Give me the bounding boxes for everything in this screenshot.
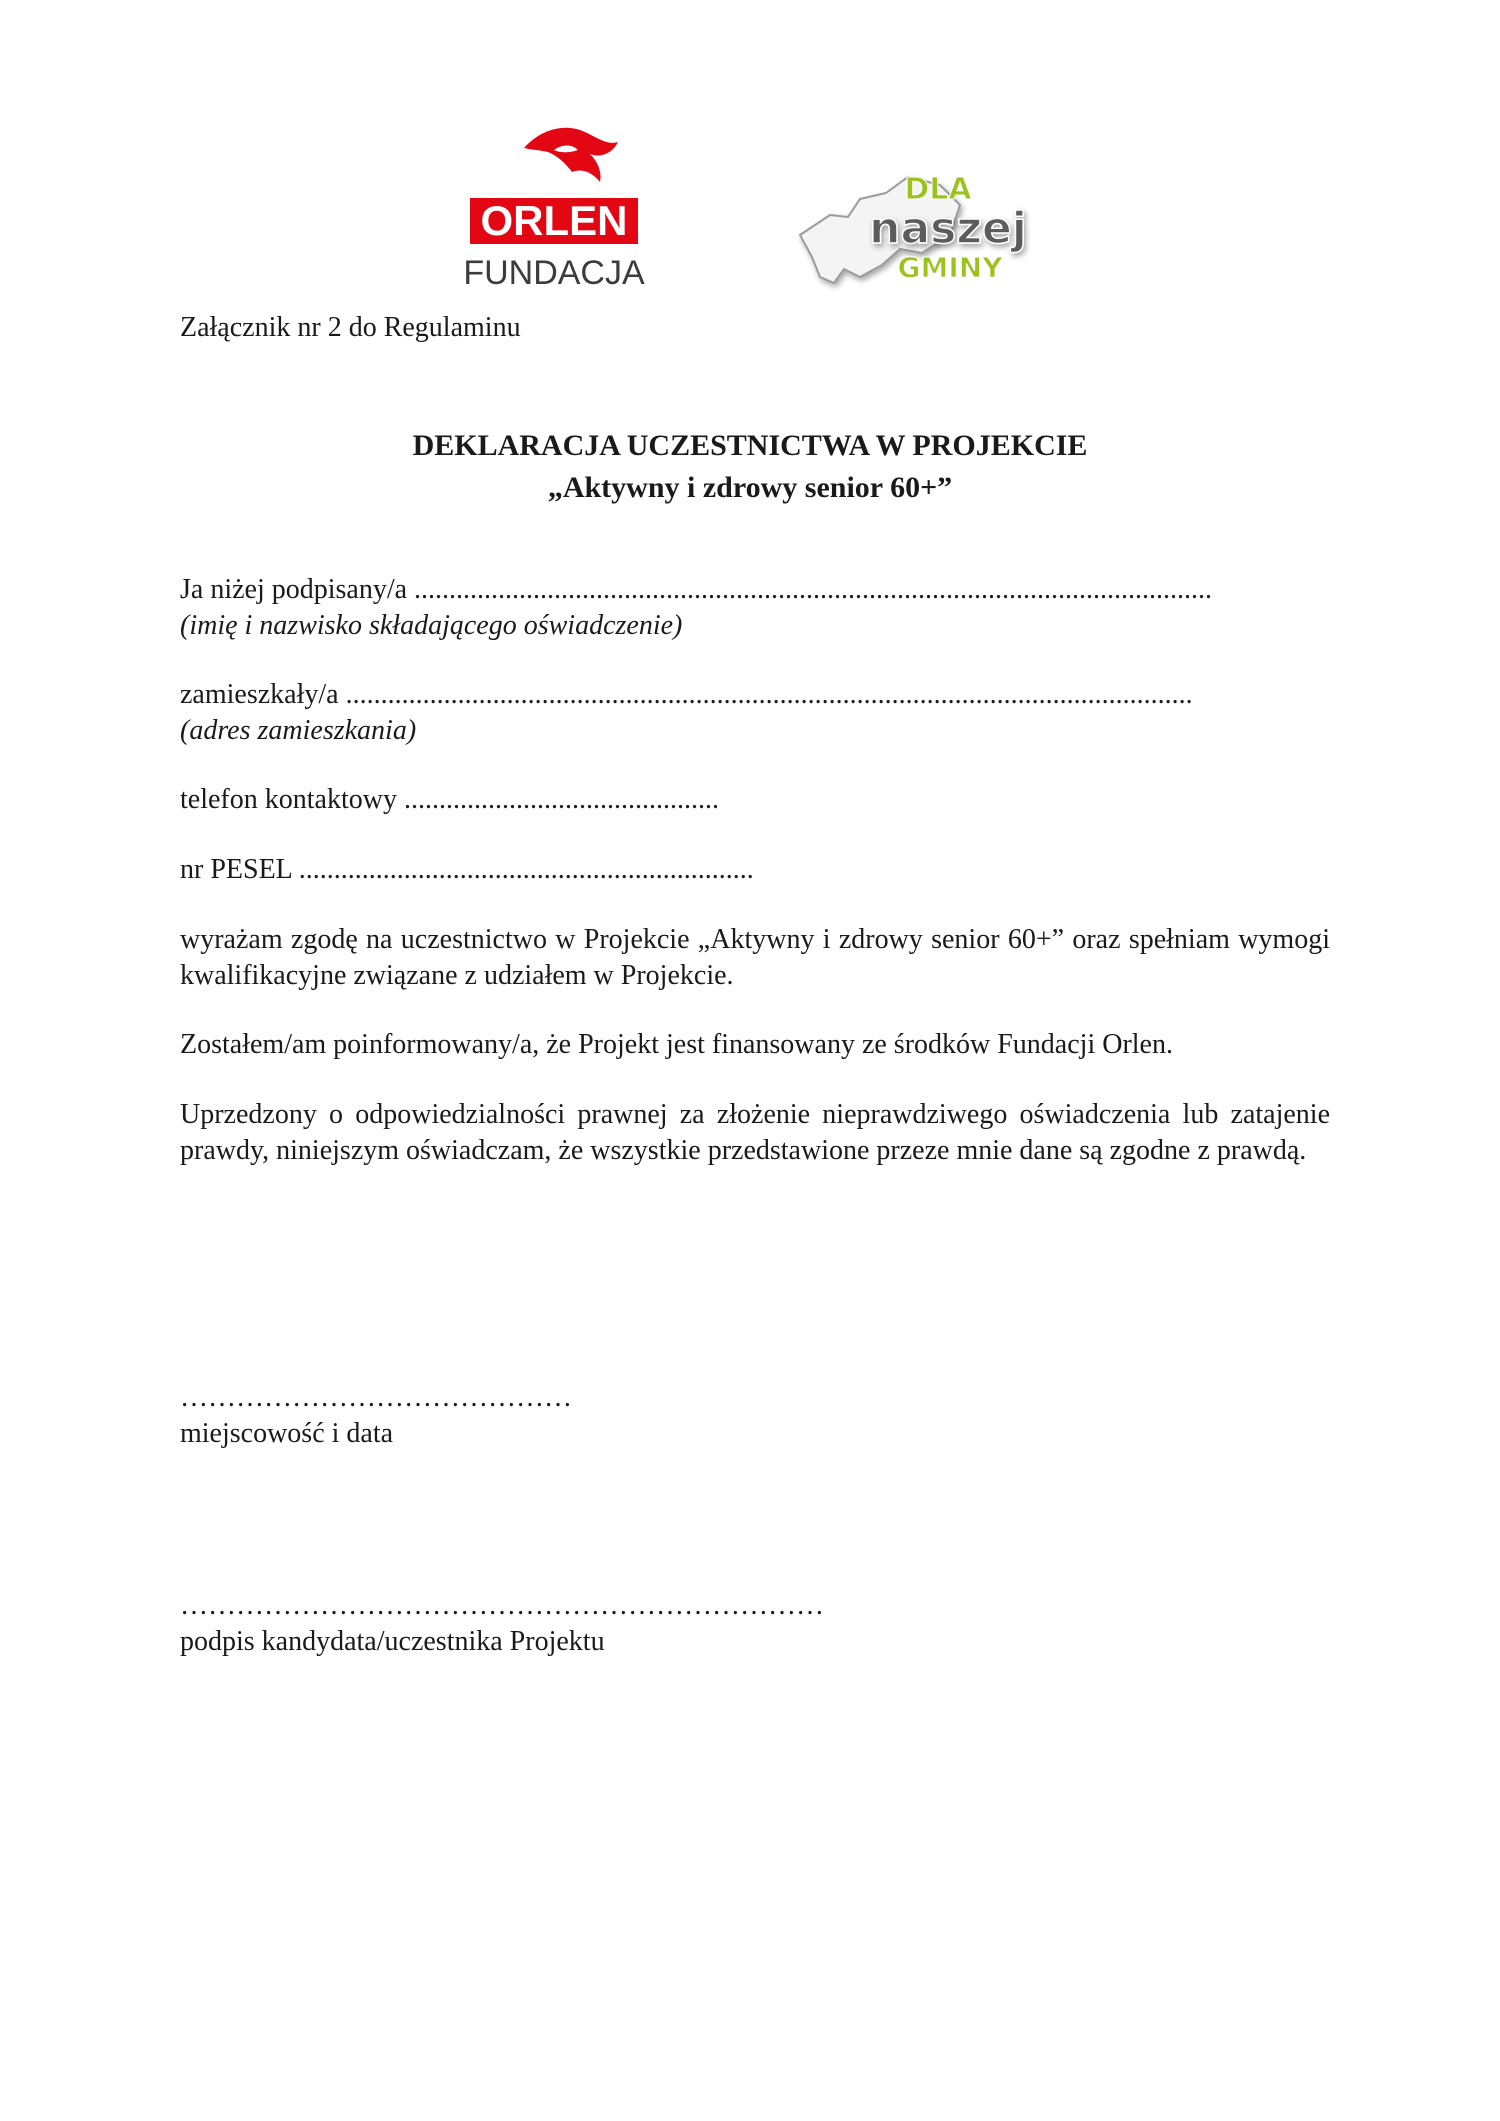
document-title <box>0 425 1500 509</box>
gmina-top-text: DLA <box>904 172 972 207</box>
place-date-label: miejscowość i data <box>180 1418 394 1449</box>
orlen-eagle-mark <box>524 128 618 182</box>
statement-paragraph: Uprzedzony o odpowiedzialności prawnej za złożenie nieprawdziwego oświadczenia lub zatajenie prawdy, niniejszym oświadczam, że wszystkie przedstawione przeze mnie dane są zgodne z prawdą. <box>180 1099 1330 1166</box>
title-line-2: „Aktywny i zdrowy senior 60+” <box>547 471 953 504</box>
name-field[interactable]: Ja niżej podpisany/a .................................................................................................................. <box>180 574 1213 605</box>
place-date-block <box>180 1380 1330 1452</box>
annex-label: Załącznik nr 2 do Regulaminu <box>180 312 521 343</box>
consent-paragraph: wyrażam zgodę na uczestnictwo w Projekcie „Aktywny i zdrowy senior 60+” oraz spełniam wymogi kwalifikacyjne związane z udziałem w Projekcie. <box>180 924 1330 991</box>
info-paragraph: Zostałem/am poinformowany/a, że Projekt jest finansowany ze środków Fundacji Orlen. <box>180 1029 1173 1060</box>
title-line-1: DEKLARACJA UCZESTNICTWA W PROJEKCIE <box>412 429 1088 462</box>
address-field[interactable]: zamieszkały/a ......................................................................................................................... <box>180 679 1193 710</box>
signature-field[interactable]: …………………………………………………………… <box>180 1590 824 1621</box>
phone-field-block <box>180 782 1330 818</box>
place-date-field[interactable]: …………………………………… <box>180 1382 572 1413</box>
name-field-block <box>180 572 1330 644</box>
signature-block <box>180 1588 1330 1660</box>
gmina-middle-text: naszej <box>869 203 1027 254</box>
address-field-hint: (adres zamieszkania) <box>180 715 417 746</box>
logos-header <box>0 110 1500 300</box>
pesel-field-block <box>180 852 1330 888</box>
phone-field[interactable]: telefon kontaktowy ............................................. <box>180 784 719 815</box>
orlen-brand-text: ORLEN <box>480 197 628 244</box>
pesel-field[interactable]: nr PESEL ................................................................. <box>180 854 754 885</box>
name-field-hint: (imię i nazwisko składającego oświadczenie) <box>180 610 683 641</box>
orlen-fundacja-logo <box>462 120 647 290</box>
signature-label: podpis kandydata/uczestnika Projektu <box>180 1626 605 1657</box>
dla-naszej-gminy-logo <box>790 165 1040 305</box>
address-field-block <box>180 677 1330 749</box>
gmina-bottom-text: GMINY <box>897 251 1003 284</box>
orlen-sub-text: FUNDACJA <box>463 254 645 290</box>
